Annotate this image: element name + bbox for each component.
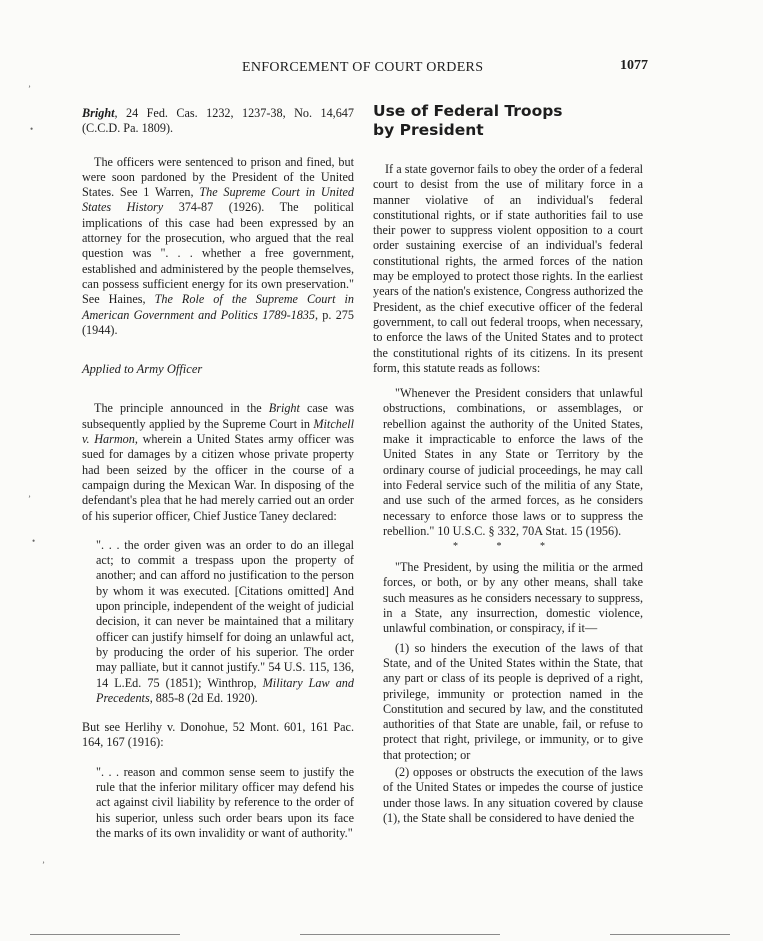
paragraph-herlihy: But see Herlihy v. Donohue, 52 Mont. 601, 161 Pac. 164, 167 (1916): [82,720,354,750]
text-run: , 885-8 (2d Ed. 1920). [149,690,258,705]
text-run: The officers were sentenced to prison and fined, but were soon pardoned by the President of the United States. See 1 Warren, [82,154,354,200]
text-run: 374-87 (1926). The political implications of this case had been expressed by an attorney for the prosecution, who argued that the real question was ". . . whether a free government, established and administered by the people themselves, can possess sufficient energy for its own preservation." See Haines, [82,200,354,307]
section-heading [373,102,643,140]
bottom-rule-left [30,934,180,935]
margin-mark: • [30,124,34,134]
book-title-winthrop: Military Law and Precedents [96,675,354,705]
running-title: ENFORCEMENT OF COURT ORDERS [242,60,484,75]
book-title-warren: The Supreme Court in United States History [82,185,354,215]
statute-quote-333: "The President, by using the militia or the armed forces, or both, or by any other means, shall take such measures as he considers necessary to suppress, in a State, any insurrection, domestic violence, unlawful combination, or conspiracy, if it— [383,560,643,636]
bright-citation [82,106,354,137]
case-name-bright: Bright [82,106,115,120]
paragraph-pardon [82,155,354,339]
text-run: , wherein a United States army officer was sued for damages by a citizen whose private property had been seized by the officer in the course of a campaign during the Mexican War. In disposing of the defendant's plea that he had merely carried out an order of his superior officer, Chief Justice Taney declared: [82,432,354,523]
clause-1: (1) so hinders the execution of the laws of that State, and of the United States within the State, that any part or class of its people is deprived of a right, privilege, immunity or protection named in the Constitution and secured by law, and the constituted authorities of that State are unable, fail, or refuse to protect that right, privilege, or immunity, or to give that protection; or [383,640,643,762]
margin-mark: ʼ [42,860,45,870]
text-run: case was subsequently applied by the Supreme Court in [82,401,354,431]
heading-line: Use of Federal Troops [373,102,563,120]
margin-mark: ʼ [28,84,31,94]
case-name-bright: Bright [268,401,300,416]
bottom-rule-right [610,934,730,935]
clause-2: (2) opposes or obstructs the execution of the laws of the United States or impedes the course of justice under those laws. In any situation covered by clause (1), the State shall be considered to have denied the [383,764,643,825]
bottom-rule-center [300,934,500,935]
left-column [82,106,354,855]
text-run: , p. 275 (1944). [82,307,354,337]
heading-line: by President [373,121,484,139]
text-run: The principle announced in the [94,401,269,416]
statute-quote-332: "Whenever the President considers that unlawful obstructions, combinations, or assemblages, or rebellion against the authority of the United States, make it impracticable to enforce the laws of the United States in any State or Territory by the ordinary course of judicial proceedings, he may call into Federal service such of the militia of any State, and use such of the armed forces, as he considers necessary to enforce those laws or to suppress the rebellion." 10 U.S.C. § 332, 70A Stat. 15 (1956). [383,386,643,538]
quote-herlihy: ". . . reason and common sense seem to justify the rule that the inferior military officer may defend his act against civil liability by reference to the order of his superior, unless such order bears upon its face the marks of its own invalidity or want of authority." [96,764,354,840]
ellipsis-separator: * * * [453,541,563,553]
subheading-army-officer: Applied to Army Officer [82,362,203,377]
paragraph-mitchell [82,401,354,523]
margin-mark: ʼ [28,494,31,504]
right-column [373,102,643,828]
book-title-haines: The Role of the Supreme Court in American Government and Politics 1789-1835 [82,292,354,322]
text-run: ". . . the order given was an order to do an illegal act; to commit a trespass upon the property of another; and can afford no justification to the person by whom it was executed. [Citations omitted] And upon principle, independent of the weight of judicial decision, it can never be maintained that a military officer can justify himself for doing an unlawful act, by producing the order of his superior. The order may palliate, but it cannot justify." 54 U.S. 115, 136, 14 L.Ed. 75 (1851); Winthrop, [96,537,354,690]
margin-mark: • [32,536,36,546]
citation-text: , 24 Fed. Cas. 1232, 1237-38, No. 14,647 (C.C.D. Pa. 1809). [82,106,354,136]
quote-taney [96,538,354,706]
paragraph-federal-troops: If a state governor fails to obey the order of a federal court to desist from the use of military force in a manner violative of an individual's federal constitutional rights, or if state authorities fail to use their power to suppress violent opposition to a court order sustaining exercise of an individual's federal constitutional rights, the armed forces of the nation may be employed to protect those rights. In the earliest years of the nation's existence, Congress authorized the President, as the chief executive officer of the federal government, to call out federal troops, when necessary, to enforce the laws of the United States and to protect the constitutional rights of its citizens. In its present form, this statute reads as follows: [373,162,643,375]
case-name-mitchell: Mitchell v. Harmon [82,416,354,447]
page-number: 1077 [620,58,648,73]
